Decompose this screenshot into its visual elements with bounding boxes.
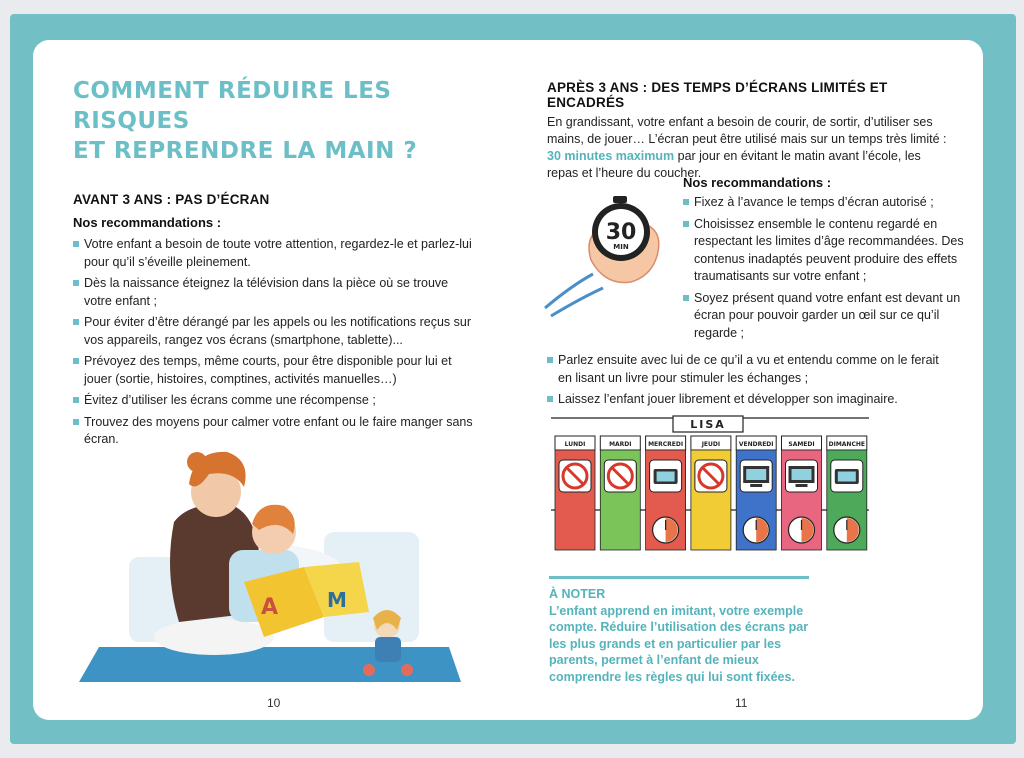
- left-page: [73, 76, 473, 453]
- section-heading-before-3: AVANT 3 ANS : PAS D’ÉCRAN: [73, 192, 270, 207]
- title-line-2: ET REPRENDRE LA MAIN ?: [73, 138, 418, 164]
- list-item: Laissez l’enfant jouer librement et développer son imaginaire.: [547, 391, 947, 409]
- timer-hand-illustration: [541, 190, 671, 320]
- day-label: DIMANCHE: [828, 441, 865, 448]
- planner-name: LISA: [690, 418, 726, 431]
- day-label: JEUDI: [701, 441, 721, 448]
- list-item: Soyez présent quand votre enfant est devant un écran pour pouvoir garder un œil sur ce qu’il regarde ;: [683, 290, 965, 343]
- list-item: Votre enfant a besoin de toute votre attention, regardez-le et parlez-lui pour qu’il s’éveille pleinement.: [73, 236, 473, 271]
- title-line-1: COMMENT RÉDUIRE LES RISQUES: [73, 78, 392, 134]
- note-text: L’enfant apprend en imitant, votre exemple compte. Réduire l’utilisation des écrans par les plus grands et en particulier par les parents, permet à l’enfant de mieux comprendre les règles qui lui sont fixées.: [549, 603, 809, 684]
- timer-number: 30: [605, 220, 637, 245]
- day-label: SAMEDI: [788, 441, 815, 448]
- section-heading-after-3: APRÈS 3 ANS : DES TEMPS D’ÉCRANS LIMITÉS ET ENCADRÉS: [547, 80, 888, 110]
- note-box: [549, 586, 819, 685]
- planner-day-jeudi: [691, 436, 731, 550]
- page-number-left: 10: [267, 696, 281, 710]
- day-label: LUNDI: [564, 441, 586, 448]
- planner-day-lundi: [555, 436, 595, 550]
- right-recommendations: [683, 175, 965, 346]
- svg-text:A: A: [261, 595, 279, 620]
- recommendations-heading-left: Nos recommandations :: [73, 215, 222, 230]
- planner-day-vendredi: [736, 436, 776, 550]
- planner-day-mardi: [600, 436, 640, 550]
- bullet-list-left: [73, 236, 473, 449]
- bullet-list-right-full: [547, 352, 947, 413]
- page-number-right: 11: [735, 696, 748, 710]
- planner-day-samedi: [782, 436, 822, 550]
- planner-day-mercredi: [646, 436, 686, 550]
- list-item: Dès la naissance éteignez la télévision dans la pièce où se trouve votre enfant ;: [73, 275, 473, 310]
- list-item: Prévoyez des temps, même courts, pour être disponible pour lui et jouer (sortie, histoires, comptines, activités manuelles…): [73, 353, 473, 388]
- day-label: VENDREDI: [738, 441, 774, 448]
- weekly-screen-planner: [551, 414, 871, 552]
- svg-text:M: M: [327, 588, 347, 612]
- booklet-spread: [33, 40, 983, 720]
- intro-text-end: par jour en évitant le matin avant l’école, les repas et l’heure du coucher.: [547, 149, 921, 180]
- list-item: Pour éviter d’être dérangé par les appels ou les notifications reçus sur vos appareils, rangez vos écrans (smartphone, tablette)...: [73, 314, 473, 349]
- intro-text-start: En grandissant, votre enfant a besoin de courir, de sortir, d’utiliser ses mains, de jouer… L’écran peut être utilisé mais sur un temps très limité :: [547, 115, 947, 146]
- note-divider: [549, 576, 809, 579]
- list-item: Évitez d’utiliser les écrans comme une récompense ;: [73, 392, 473, 410]
- list-item: Parlez ensuite avec lui de ce qu’il a vu et entendu comme on le ferait en lisant un livre pour stimuler les échanges ;: [547, 352, 947, 387]
- bullet-list-right-side: [683, 194, 965, 342]
- right-page: [547, 80, 947, 182]
- mother-reading-illustration: [69, 432, 469, 692]
- note-title: À NOTER: [549, 587, 606, 601]
- list-item: Trouvez des moyens pour calmer votre enfant ou le faire manger sans écran.: [73, 414, 473, 449]
- recommendations-heading-right: Nos recommandations :: [683, 175, 832, 190]
- timer-unit: MIN: [613, 243, 629, 251]
- intro-highlight: 30 minutes maximum: [547, 149, 675, 163]
- list-item: Choisissez ensemble le contenu regardé en respectant les limites d’âge recommandées. Des contenus inadaptés peuvent produire des effets traumatisants sur votre enfant ;: [683, 216, 965, 286]
- day-label: MARDI: [609, 441, 632, 448]
- list-item: Fixez à l’avance le temps d’écran autorisé ;: [683, 194, 965, 212]
- intro-paragraph: [547, 114, 947, 182]
- page-title: [73, 76, 473, 166]
- planner-days: [555, 436, 867, 550]
- day-label: MERCREDI: [648, 441, 684, 448]
- planner-day-dimanche: [827, 436, 867, 550]
